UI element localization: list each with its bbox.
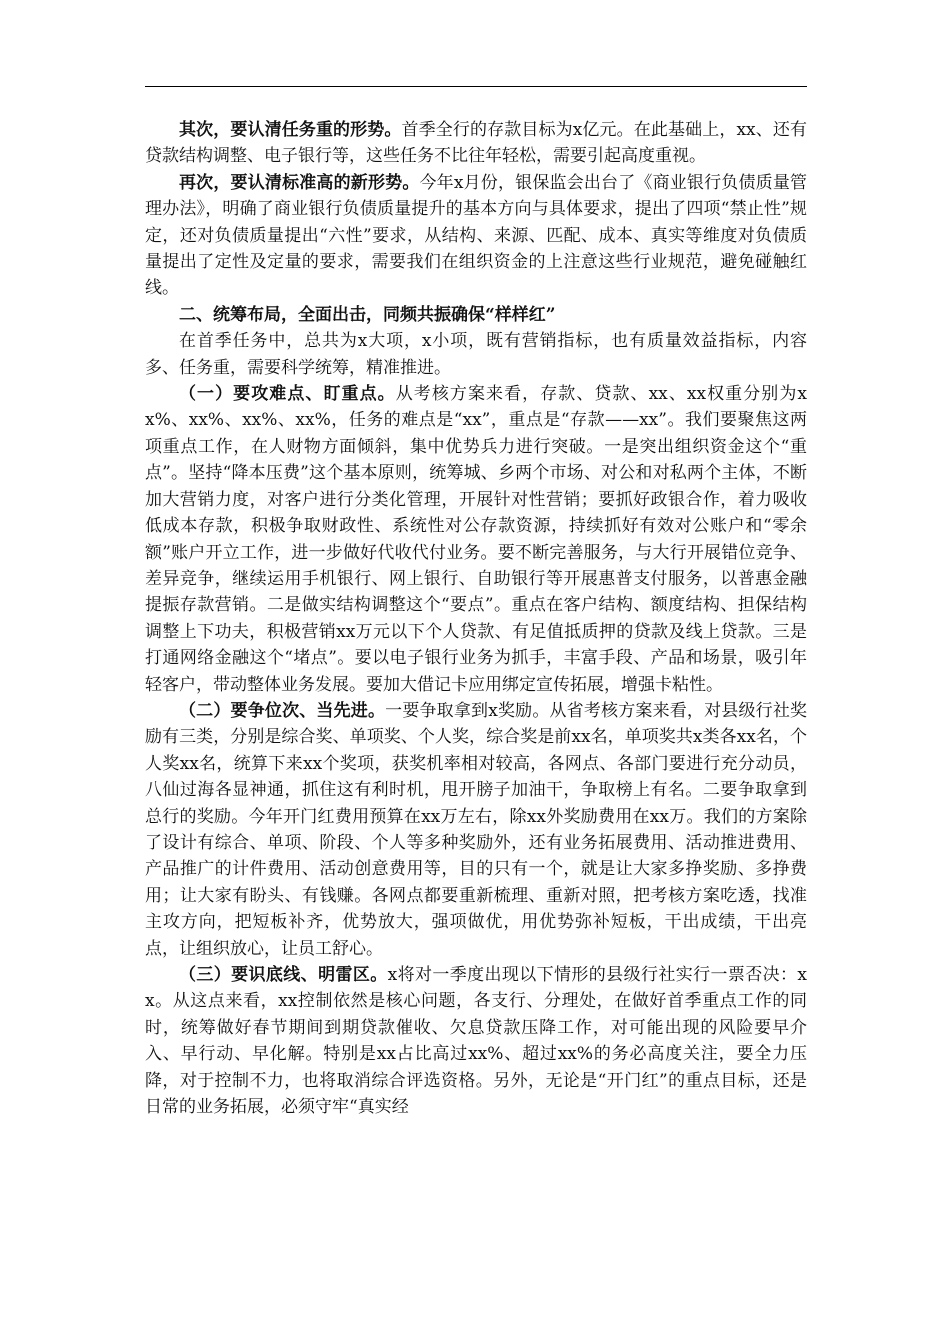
subsection-2 bbox=[145, 698, 807, 962]
subsection-3-text: x将对一季度出现以下情形的县级行社实行一票否决：xx。从这点来看，xx控制依然是核心问题，各支行、分理处，在做好首季重点工作的同时，统筹做好春节期间到期贷款催收、欠息贷款压降工作，对可能出现的风险要早介入、早行动、早化解。特别是xx占比高过xx%、超过xx%的务必高度关注，要全力压降，对于控制不力，也将取消综合评选资格。另外，无论是“开门红”的重点目标，还是日常的业务拓展，必须守牢“真实经 bbox=[145, 965, 807, 1118]
subsection-2-text: 一要争取拿到x奖励。从省考核方案来看，对县级行社奖励有三类，分别是综合奖、单项奖、个人奖，综合奖是前xx名，单项奖共x类各xx名，个人奖xx名，统算下来xx个奖项，获奖机率相对较高，各网点、各部门要进行充分动员，八仙过海各显神通，抓住这有利时机，甩开膀子加油干，争取榜上有名。二要争取拿到总行的奖励。今年开门红费用预算在xx万左右，除xx外奖励费用在xx万。我们的方案除了设计有综合、单项、阶段、个人等多种奖励外，还有业务拓展费用、活动推进费用、产品推广的计件费用、活动创意费用等，目的只有一个，就是让大家多挣奖励、多挣费用；让大家有盼头、有钱赚。各网点都要重新梳理、重新对照，把考核方案吃透，找准主攻方向，把短板补齐，优势放大，强项做优，用优势弥补短板，干出成绩，干出亮点，让组织放心，让员工舒心。 bbox=[145, 700, 807, 959]
header-rule bbox=[145, 86, 807, 87]
paragraph-2 bbox=[145, 170, 807, 302]
document-body bbox=[145, 117, 807, 1120]
paragraph-1-text: 首季全行的存款目标为x亿元。在此基础上，xx、还有贷款结构调整、电子银行等，这些任务不比往年轻松，需要引起高度重视。 bbox=[145, 120, 807, 167]
subsection-3 bbox=[145, 962, 807, 1120]
section-heading-2 bbox=[145, 302, 807, 328]
paragraph-3 bbox=[145, 328, 807, 381]
subsection-1 bbox=[145, 381, 807, 698]
subsection-3-lead: （三）要识底线、明雷区。 bbox=[179, 965, 388, 985]
section-heading-2-text: 二、统筹布局，全面出击，同频共振确保“样样红” bbox=[179, 304, 556, 325]
paragraph-3-text: 在首季任务中，总共为x大项，x小项，既有营销指标，也有质量效益指标，内容多、任务重，需要科学统筹，精准推进。 bbox=[145, 331, 807, 378]
subsection-1-lead: （一）要攻难点、盯重点。 bbox=[179, 384, 396, 405]
paragraph-2-lead: 再次，要认清标准高的新形势。 bbox=[179, 172, 420, 193]
paragraph-2-text: 今年x月份，银保监会出台了《商业银行负债质量管理办法》，明确了商业银行负债质量提升的基本方向与具体要求，提出了四项“禁止性”规定，还对负债质量提出“六性”要求，从结构、来源、匹配、成本、真实等维度对负债质量提出了定性及定量的要求，需要我们在组织资金的上注意这些行业规范，避免碰触红线。 bbox=[145, 172, 808, 299]
paragraph-1 bbox=[145, 117, 807, 170]
subsection-2-lead: （二）要争位次、当先进。 bbox=[179, 700, 386, 721]
subsection-1-text: 从考核方案来看，存款、贷款、xx、xx权重分别为xx%、xx%、xx%、xx%，任务的难点是“xx”，重点是“存款——xx”。我们要聚焦这两项重点工作，在人财物方面倾斜，集中优势兵力进行突破。一是突出组织资金这个“重点”。坚持“降本压费”这个基本原则，统筹城、乡两个市场、对公和对私两个主体，不断加大营销力度，对客户进行分类化管理，开展针对性营销；要抓好政银合作，着力吸收低成本存款，积极争取财政性、系统性对公存款资源，持续抓好有效对公账户和“零余额”账户开立工作，进一步做好代收代付业务。要不断完善服务，与大行开展错位竞争、差异竞争，继续运用手机银行、网上银行、自助银行等开展惠普支付服务，以普惠金融提振存款营销。二是做实结构调整这个“要点”。重点在客户结构、额度结构、担保结构调整上下功夫，积极营销xx万元以下个人贷款、有足值抵质押的贷款及线上贷款。三是打通网络金融这个“堵点”。要以电子银行业务为抓手，丰富手段、产品和场景，吸引年轻客户，带动整体业务发展。要加大借记卡应用绑定宣传拓展，增强卡粘性。 bbox=[145, 384, 808, 695]
paragraph-1-lead: 其次，要认清任务重的形势。 bbox=[179, 120, 402, 140]
